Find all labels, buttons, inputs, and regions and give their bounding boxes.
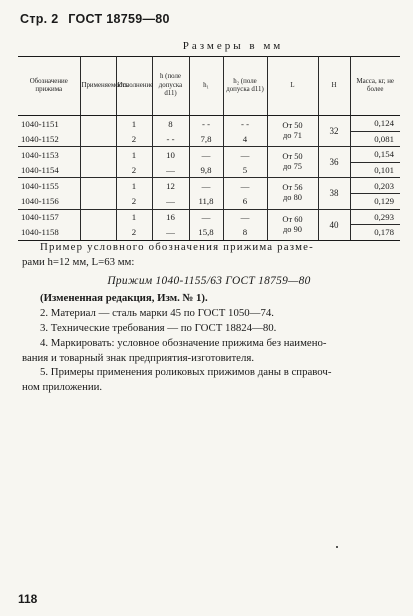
cell-applicability bbox=[80, 209, 116, 225]
cell-applicability bbox=[80, 147, 116, 163]
cell-L-to: до 75 bbox=[283, 162, 302, 172]
page-header bbox=[20, 12, 176, 26]
col-header-h: h (поле допуска d11) bbox=[152, 57, 189, 116]
cell-L bbox=[267, 147, 318, 178]
cell-execution: 2 bbox=[116, 193, 152, 209]
cell-h: - - bbox=[152, 131, 189, 147]
cell-execution: 1 bbox=[116, 116, 152, 132]
col-header-h1: h₁ bbox=[189, 57, 223, 116]
cell-applicability bbox=[80, 178, 116, 194]
cell-h2: 6 bbox=[223, 193, 267, 209]
item-5-examples-line2: ном приложении. bbox=[22, 381, 103, 394]
col-header-H: H bbox=[318, 57, 350, 116]
cell-h2: 5 bbox=[223, 162, 267, 178]
cell-h: — bbox=[152, 193, 189, 209]
cell-H: 40 bbox=[318, 209, 350, 240]
col-header-mass: Масса, кг, не более bbox=[350, 57, 400, 116]
cell-h2: 4 bbox=[223, 131, 267, 147]
table-caption: Размеры в мм bbox=[182, 40, 284, 52]
cell-h: — bbox=[152, 225, 189, 241]
cell-designation: 1040-1151 bbox=[18, 116, 80, 132]
col-header-L: L bbox=[267, 57, 318, 116]
cell-h2: — bbox=[223, 178, 267, 194]
cell-L-from: От 56 bbox=[282, 183, 303, 193]
cell-designation: 1040-1152 bbox=[18, 131, 80, 147]
cell-H: 32 bbox=[318, 116, 350, 147]
amendment-note: (Измененная редакция, Изм. № 1). bbox=[40, 292, 208, 305]
table-row bbox=[18, 147, 400, 163]
cell-L-from: От 50 bbox=[282, 121, 303, 131]
cell-execution: 2 bbox=[116, 131, 152, 147]
cell-applicability bbox=[80, 131, 116, 147]
cell-designation: 1040-1156 bbox=[18, 193, 80, 209]
cell-applicability bbox=[80, 193, 116, 209]
cell-designation: 1040-1157 bbox=[18, 209, 80, 225]
cell-L-to: до 80 bbox=[283, 193, 302, 203]
cell-applicability bbox=[80, 162, 116, 178]
col-header-designation: Обозначение прижима bbox=[18, 57, 80, 116]
dimensions-table bbox=[18, 56, 400, 241]
cell-mass: 0,124 bbox=[350, 116, 400, 132]
cell-h1: — bbox=[189, 178, 223, 194]
cell-L-to: до 90 bbox=[283, 224, 302, 234]
cell-h: 8 bbox=[152, 116, 189, 132]
cell-h: 10 bbox=[152, 147, 189, 163]
example-text-line1: Пример условного обозначения прижима разме- bbox=[40, 241, 314, 253]
cell-mass: 0,178 bbox=[350, 225, 400, 241]
cell-H: 36 bbox=[318, 147, 350, 178]
cell-designation: 1040-1153 bbox=[18, 147, 80, 163]
cell-h1: — bbox=[189, 209, 223, 225]
cell-applicability bbox=[80, 116, 116, 132]
print-speck bbox=[336, 546, 338, 548]
cell-L bbox=[267, 116, 318, 147]
cell-mass: 0,081 bbox=[350, 131, 400, 147]
cell-mass: 0,203 bbox=[350, 178, 400, 194]
cell-L bbox=[267, 209, 318, 240]
col-header-h2: h₂ (поле допуска d11) bbox=[223, 57, 267, 116]
cell-h1: 9,8 bbox=[189, 162, 223, 178]
standard-number: ГОСТ 18759—80 bbox=[68, 12, 170, 26]
item-4-marking-line2: вания и товарный знак предприятия-изготовителя. bbox=[22, 351, 255, 364]
cell-L bbox=[267, 178, 318, 209]
cell-designation: 1040-1154 bbox=[18, 162, 80, 178]
cell-h: — bbox=[152, 162, 189, 178]
cell-applicability bbox=[80, 225, 116, 241]
cell-L-to: до 71 bbox=[283, 131, 302, 141]
cell-h2: — bbox=[223, 209, 267, 225]
cell-designation: 1040-1155 bbox=[18, 178, 80, 194]
cell-h: 12 bbox=[152, 178, 189, 194]
cell-L-from: От 50 bbox=[282, 152, 303, 162]
cell-execution: 2 bbox=[116, 162, 152, 178]
cell-h1: 11,8 bbox=[189, 193, 223, 209]
page-label: Стр. 2 bbox=[20, 12, 59, 26]
table-row bbox=[18, 209, 400, 225]
page-number: 118 bbox=[18, 592, 38, 606]
col-header-applicability: Применяемость bbox=[80, 57, 116, 116]
cell-mass: 0,129 bbox=[350, 193, 400, 209]
table-row bbox=[18, 178, 400, 194]
cell-designation: 1040-1158 bbox=[18, 225, 80, 241]
cell-execution: 1 bbox=[116, 178, 152, 194]
cell-execution: 2 bbox=[116, 225, 152, 241]
cell-h1: - - bbox=[189, 116, 223, 132]
item-4-marking-line1: 4. Маркировать: условное обозначение прижима без наимено- bbox=[40, 336, 327, 349]
table-header-row bbox=[18, 57, 400, 116]
table-row bbox=[18, 116, 400, 132]
cell-h1: 7,8 bbox=[189, 131, 223, 147]
col-header-execution: Исполнение bbox=[116, 57, 152, 116]
cell-execution: 1 bbox=[116, 209, 152, 225]
cell-H: 38 bbox=[318, 178, 350, 209]
cell-mass: 0,101 bbox=[350, 162, 400, 178]
cell-mass: 0,154 bbox=[350, 147, 400, 163]
example-text-line2: рами h=12 мм, L=63 мм: bbox=[22, 255, 135, 268]
cell-h2: - - bbox=[223, 116, 267, 132]
cell-h: 16 bbox=[152, 209, 189, 225]
body-text bbox=[22, 240, 396, 395]
cell-h1: — bbox=[189, 147, 223, 163]
cell-h1: 15,8 bbox=[189, 225, 223, 241]
cell-h2: — bbox=[223, 147, 267, 163]
cell-mass: 0,293 bbox=[350, 209, 400, 225]
item-3-requirements: 3. Технические требования — по ГОСТ 18824—80. bbox=[40, 321, 277, 334]
cell-L-from: От 60 bbox=[282, 214, 303, 224]
item-2-material: 2. Материал — сталь марки 45 по ГОСТ 1050—74. bbox=[40, 307, 274, 320]
item-5-examples-line1: 5. Примеры применения роликовых прижимов даны в справоч- bbox=[40, 366, 332, 379]
cell-h2: 8 bbox=[223, 225, 267, 241]
designation-example: Прижим 1040-1155/63 ГОСТ 18759—80 bbox=[107, 274, 311, 287]
cell-execution: 1 bbox=[116, 147, 152, 163]
